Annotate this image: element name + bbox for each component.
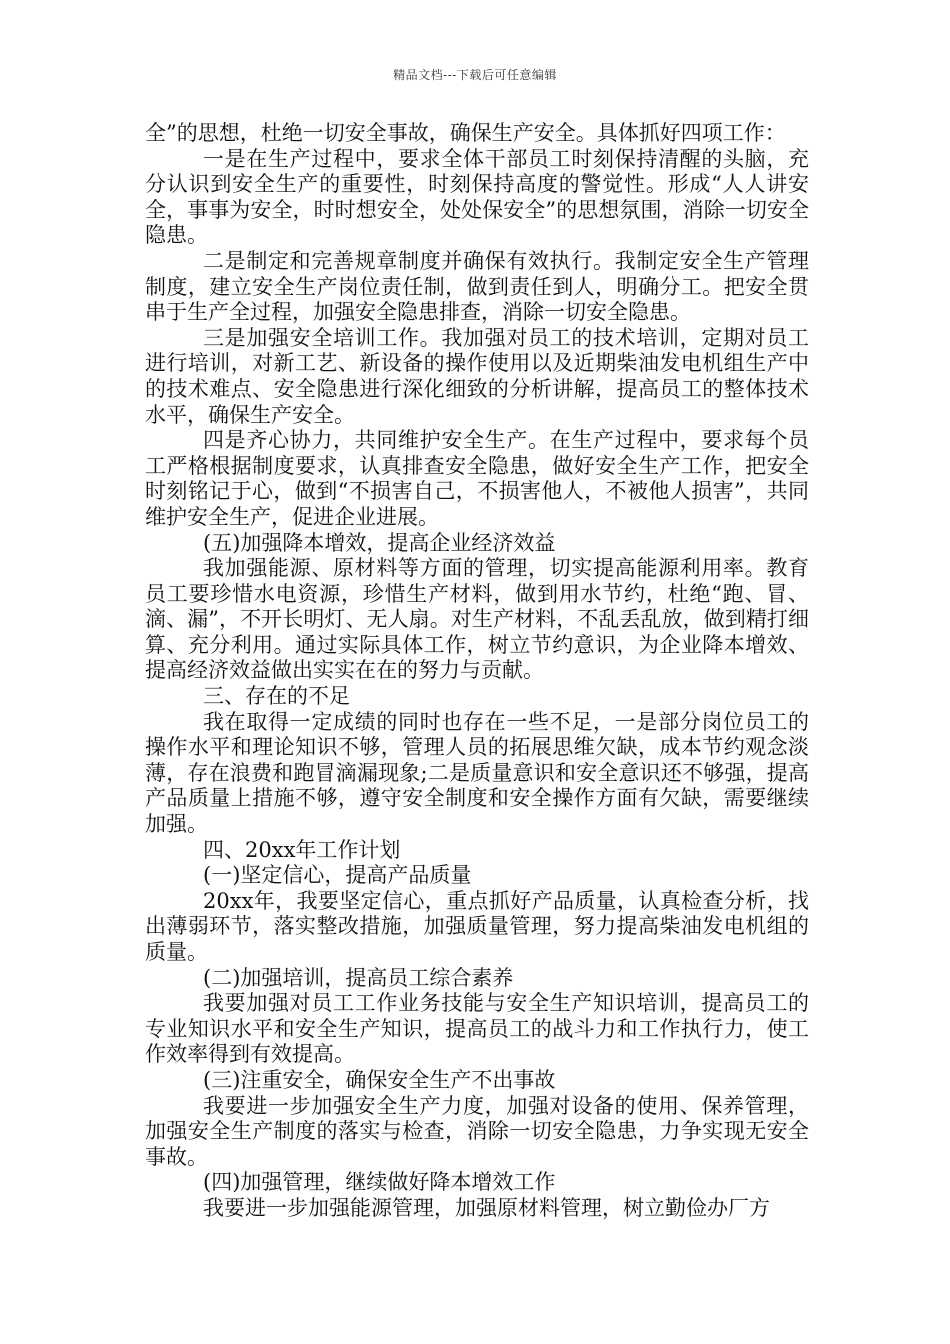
document-body bbox=[145, 121, 809, 1222]
page-header: 精品文档---下载后可任意编辑 bbox=[393, 68, 557, 82]
subheading-training: (二)加强培训，提高员工综合素养 bbox=[203, 965, 514, 990]
paragraph-safety: 我要进一步加强安全生产力度，加强对设备的使用、保养管理，加强安全生产制度的落实与检查，消除一切安全隐患，力争实现无安全事故。 bbox=[145, 1093, 809, 1169]
paragraph-product-quality: 20xx年，我要坚定信心，重点抓好产品质量，认真检查分析，找出薄弱环节，落实整改措施，加强质量管理，努力提高柴油发电机组的质量。 bbox=[145, 888, 809, 964]
paragraph-energy-management: 我加强能源、原材料等方面的管理，切实提高能源利用率。教育员工要珍惜水电资源，珍惜生产材料，做到用水节约，杜绝“跑、冒、滴、漏”，不开长明灯、无人扇。对生产材料，不乱丢乱放，做到精打细算、充分利用。通过实际具体工作，树立节约意识，为企业降本增效、提高经济效益做出实实在在的努力与贡献。 bbox=[145, 556, 809, 683]
paragraph-safety-awareness: 一是在生产过程中，要求全体干部员工时刻保持清醒的头脑，充分认识到安全生产的重要性，时刻保持高度的警觉性。形成“人人讲安全，事事为安全，时时想安全，处处保安全”的思想氛围，消除一切安全隐患。 bbox=[145, 146, 809, 248]
subheading-management: (四)加强管理，继续做好降本增效工作 bbox=[203, 1170, 556, 1195]
section-heading-shortcomings: 三、存在的不足 bbox=[203, 684, 350, 709]
subheading-safety: (三)注重安全，确保安全生产不出事故 bbox=[203, 1067, 556, 1092]
paragraph-training: 我要加强对员工工作业务技能与安全生产知识培训，提高员工的专业知识水平和安全生产知识，提高员工的战斗力和工作执行力，使工作效率得到有效提高。 bbox=[145, 991, 809, 1067]
paragraph-safety-training: 三是加强安全培训工作。我加强对员工的技术培训，定期对员工进行培训，对新工艺、新设备的操作使用以及近期柴油发电机组生产中的技术难点、安全隐患进行深化细致的分析讲解，提高员工的整体技术水平，确保生产安全。 bbox=[145, 325, 809, 427]
paragraph-management: 我要进一步加强能源管理，加强原材料管理，树立勤俭办厂方 bbox=[203, 1195, 770, 1220]
subheading-product-quality: (一)坚定信心，提高产品质量 bbox=[203, 863, 472, 888]
paragraph-cooperation: 四是齐心协力，共同维护安全生产。在生产过程中，要求每个员工严格根据制度要求，认真排查安全隐患，做好安全生产工作，把安全时刻铭记于心，做到“不损害自己，不损害他人，不被他人损害”，共同维护安全生产，促进企业进展。 bbox=[145, 428, 809, 529]
paragraph-shortcomings: 我在取得一定成绩的同时也存在一些不足，一是部分岗位员工的操作水平和理论知识不够，管理人员的拓展思维欠缺，成本节约观念淡薄，存在浪费和跑冒滴漏现象;二是质量意识和安全意识还不够强，提高产品质量上措施不够，遵守安全制度和安全操作方面有欠缺，需要继续加强。 bbox=[145, 709, 809, 837]
section-heading-cost-reduction: (五)加强降本增效，提高企业经济效益 bbox=[203, 530, 556, 555]
section-heading-work-plan: 四、20xx年工作计划 bbox=[203, 837, 401, 862]
paragraph-continuation: 全”的思想，杜绝一切安全事故，确保生产安全。具体抓好四项工作： bbox=[145, 121, 786, 145]
paragraph-regulations: 二是制定和完善规章制度并确保有效执行。我制定安全生产管理制度，建立安全生产岗位责任制，做到责任到人，明确分工。把安全贯串于生产全过程，加强安全隐患排查，消除一切安全隐患。 bbox=[145, 248, 809, 325]
